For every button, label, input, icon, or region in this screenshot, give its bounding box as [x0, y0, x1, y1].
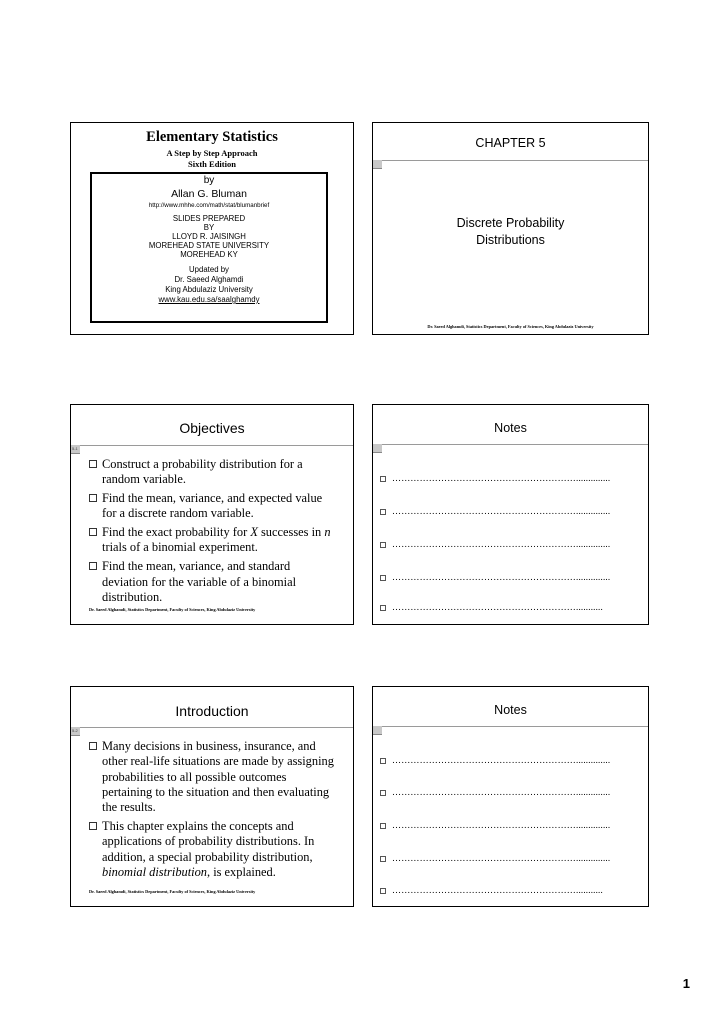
square-bullet-icon — [380, 856, 386, 862]
square-bullet-icon — [89, 562, 97, 570]
notes-line[interactable]: ……………………………………………………........... — [380, 885, 643, 895]
book-title: Elementary Statistics — [146, 129, 278, 145]
updated-line-1: Updated by — [189, 265, 229, 274]
square-bullet-icon — [380, 509, 386, 515]
list-item: Find the mean, variance, and expected value for a discrete random variable. — [89, 491, 339, 522]
notes-line[interactable]: …………………………………………………….............. — [380, 473, 643, 483]
prepared-line-2: BY — [203, 223, 215, 232]
square-bullet-icon — [380, 542, 386, 548]
chapter-title-line-2: Distributions — [476, 233, 545, 247]
slide-chapter — [372, 122, 649, 335]
slide-footer: Dr. Saeed Alghamdi, Statistics Department, Faculty of Sciences, King Abdulaziz University — [89, 607, 256, 612]
slide-number: 5-1 — [72, 446, 78, 451]
list-item: Construct a probability distribution for a random variable. — [89, 457, 339, 488]
book-edition: Sixth Edition — [188, 159, 236, 169]
list-item: Find the mean, variance, and standard deviation for the variable of a binomial distribution. — [89, 559, 339, 605]
header-divider — [373, 160, 648, 161]
notes-line[interactable]: …………………………………………………….............. — [380, 820, 643, 830]
slide-notes — [372, 686, 649, 907]
updated-line-3: King Abdulaziz University — [165, 285, 253, 294]
slide-objectives — [70, 404, 354, 625]
header-divider — [373, 726, 648, 727]
slide-heading: Introduction — [175, 703, 249, 719]
square-bullet-icon — [89, 528, 97, 536]
square-bullet-icon — [89, 494, 97, 502]
notes-line[interactable]: …………………………………………………….............. — [380, 853, 643, 863]
header-divider — [71, 727, 353, 728]
slide-number: 5-2 — [72, 728, 78, 733]
slide-title — [70, 122, 354, 335]
square-bullet-icon — [380, 823, 386, 829]
book-subtitle: A Step by Step Approach — [166, 148, 258, 158]
introduction-list — [89, 739, 339, 884]
header-tab — [373, 444, 382, 453]
objectives-list — [89, 457, 339, 609]
square-bullet-icon — [380, 790, 386, 796]
slide-heading: Notes — [494, 421, 527, 435]
author-name: Allan G. Bluman — [171, 188, 247, 200]
notes-line[interactable]: …………………………………………………….............. — [380, 539, 643, 549]
square-bullet-icon — [380, 575, 386, 581]
updated-line-2: Dr. Saeed Alghamdi — [174, 275, 244, 284]
list-item: Many decisions in business, insurance, and other real-life situations are made by assigning probabilities to all possible outcomes pertaining to the situation and then evaluating the results. — [89, 739, 339, 815]
square-bullet-icon — [380, 476, 386, 482]
prepared-line-3: LLOYD R. JAISINGH — [172, 232, 246, 241]
chapter-title-line-1: Discrete Probability — [456, 216, 565, 230]
square-bullet-icon — [89, 822, 97, 830]
square-bullet-icon — [380, 888, 386, 894]
square-bullet-icon — [380, 758, 386, 764]
header-divider — [373, 444, 648, 445]
notes-line[interactable]: …………………………………………………….............. — [380, 755, 643, 765]
prepared-line-4: MOREHEAD STATE UNIVERSITY — [148, 241, 270, 250]
prepared-line-5: MOREHEAD KY — [180, 250, 238, 259]
header-tab — [373, 726, 382, 735]
updated-url[interactable]: www.kau.edu.sa/saalghamdy — [158, 295, 260, 304]
chapter-label: CHAPTER 5 — [475, 136, 546, 150]
slide-notes — [372, 404, 649, 625]
list-item: This chapter explains the concepts and applications of probability distributions. In addition, a special probability distribution, binomial distribution, is explained. — [89, 819, 339, 880]
slide-footer: Dr. Saeed Alghamdi, Statistics Department, Faculty of Sciences, King Abdulaziz University — [89, 889, 256, 894]
slide-introduction — [70, 686, 354, 907]
notes-line[interactable]: …………………………………………………….............. — [380, 572, 643, 582]
author-box — [90, 172, 328, 323]
list-item: Find the exact probability for X successes in n trials of a binomial experiment. — [89, 525, 339, 556]
square-bullet-icon — [89, 460, 97, 468]
notes-line[interactable]: …………………………………………………….............. — [380, 787, 643, 797]
prepared-line-1: SLIDES PREPARED — [172, 214, 246, 223]
header-tab — [373, 160, 382, 169]
notes-line[interactable]: ……………………………………………………........... — [380, 602, 643, 612]
page-number: 1 — [682, 976, 690, 991]
header-divider — [71, 445, 353, 446]
notes-line[interactable]: …………………………………………………….............. — [380, 506, 643, 516]
slide-heading: Notes — [494, 703, 527, 717]
slide-footer: Dr. Saeed Alghamdi, Statistics Department, Faculty of Sciences, King Abdulaziz University — [427, 324, 594, 329]
by-label: by — [203, 175, 215, 186]
slide-heading: Objectives — [179, 420, 245, 436]
author-url[interactable]: http://www.mhhe.com/math/stat/blumanbrief — [148, 202, 270, 209]
square-bullet-icon — [380, 605, 386, 611]
square-bullet-icon — [89, 742, 97, 750]
